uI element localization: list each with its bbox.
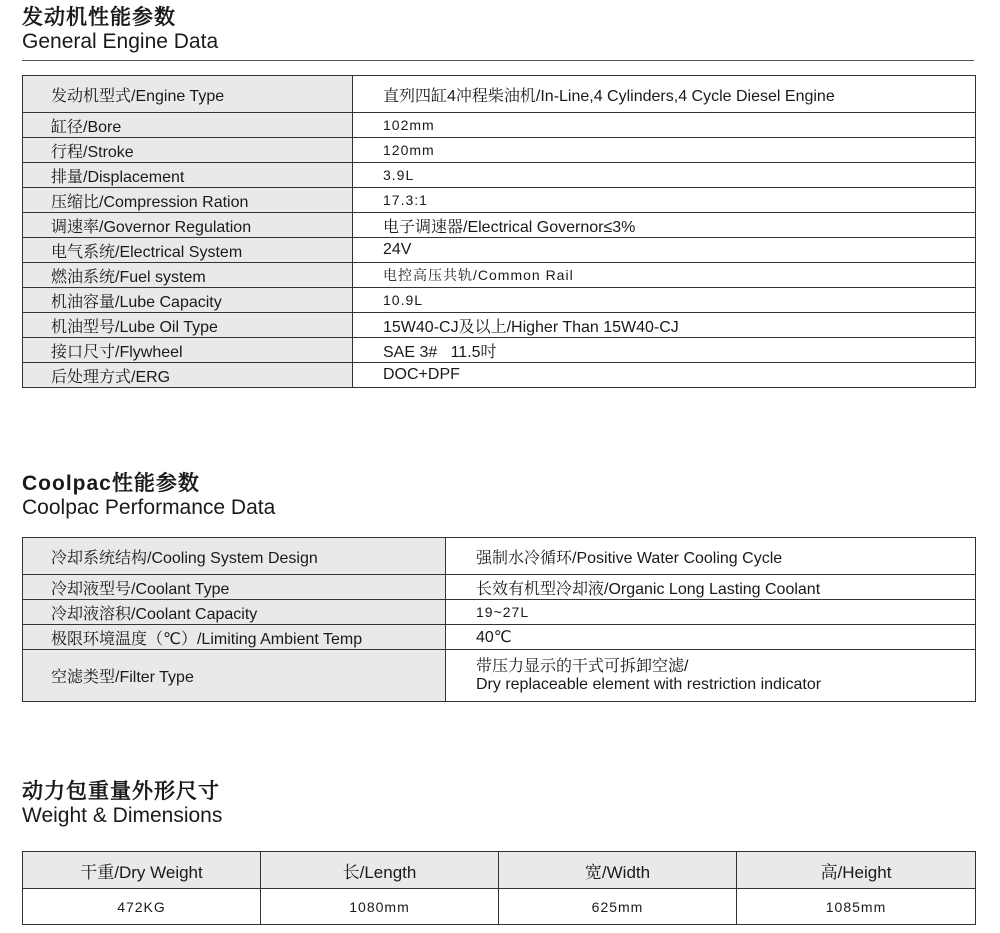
- table-row: [23, 600, 976, 625]
- table-row: [23, 188, 976, 213]
- header-dry-weight: 干重/Dry Weight: [23, 852, 261, 889]
- table-row: [23, 538, 976, 575]
- row-label: 缸径/Bore: [23, 113, 353, 138]
- table-row: [23, 163, 976, 188]
- row-value: 长效有机型冷却液/Organic Long Lasting Coolant: [446, 575, 976, 600]
- value-height: 1085mm: [737, 889, 976, 925]
- table-header-row: [23, 852, 976, 889]
- coolpac-data-table: [22, 537, 976, 702]
- row-value: SAE 3# 11.5吋: [353, 338, 976, 363]
- row-label: 调速率/Governor Regulation: [23, 213, 353, 238]
- row-value: 102mm: [353, 113, 976, 138]
- row-label: 燃油系统/Fuel system: [23, 263, 353, 288]
- row-label: 电气系统/Electrical System: [23, 238, 353, 263]
- row-value: 强制水冷循环/Positive Water Cooling Cycle: [446, 538, 976, 575]
- row-value: [446, 650, 976, 702]
- row-label: 排量/Displacement: [23, 163, 353, 188]
- row-value: 19~27L: [446, 600, 976, 625]
- row-label: 机油型号/Lube Oil Type: [23, 313, 353, 338]
- row-label: 极限环境温度（℃）/Limiting Ambient Temp: [23, 625, 446, 650]
- value-dry-weight: 472KG: [23, 889, 261, 925]
- row-value: 直列四缸4冲程柴油机/In-Line,4 Cylinders,4 Cycle Diesel Engine: [353, 76, 976, 113]
- coolpac-title-en: Coolpac Performance Data: [22, 496, 276, 520]
- coolpac-title-zh: Coolpac性能参数: [22, 472, 200, 495]
- row-value: 电子调速器/Electrical Governor≤3%: [353, 213, 976, 238]
- section-divider: [22, 60, 974, 61]
- dimensions-section-title: [22, 780, 222, 828]
- row-label: 空滤类型/Filter Type: [23, 650, 446, 702]
- header-height: 高/Height: [737, 852, 976, 889]
- header-width: 宽/Width: [499, 852, 737, 889]
- table-row: [23, 138, 976, 163]
- row-label: 后处理方式/ERG: [23, 363, 353, 388]
- row-value: 电控高压共轨/Common Rail: [353, 263, 976, 288]
- row-label: 接口尺寸/Flywheel: [23, 338, 353, 363]
- row-label: 发动机型式/Engine Type: [23, 76, 353, 113]
- table-row: [23, 76, 976, 113]
- dimensions-title-zh: 动力包重量外形尺寸: [22, 780, 220, 803]
- table-row: [23, 288, 976, 313]
- row-label: 冷却液型号/Coolant Type: [23, 575, 446, 600]
- table-row: [23, 238, 976, 263]
- value-length: 1080mm: [261, 889, 499, 925]
- table-row: [23, 889, 976, 925]
- row-label: 机油容量/Lube Capacity: [23, 288, 353, 313]
- table-row: [23, 363, 976, 388]
- filter-value-zh: 带压力显示的干式可拆卸空滤/: [476, 657, 689, 675]
- row-value: 3.9L: [353, 163, 976, 188]
- row-value: 15W40-CJ及以上/Higher Than 15W40-CJ: [353, 313, 976, 338]
- filter-value-en: Dry replaceable element with restriction indicator: [476, 675, 822, 693]
- row-value: 120mm: [353, 138, 976, 163]
- row-value: 24V: [353, 238, 976, 263]
- engine-data-table: [22, 75, 976, 388]
- row-label: 压缩比/Compression Ration: [23, 188, 353, 213]
- coolpac-section-title: [22, 472, 275, 520]
- dimensions-table: [22, 851, 976, 925]
- row-label: 冷却系统结构/Cooling System Design: [23, 538, 446, 575]
- table-row: [23, 113, 976, 138]
- table-row: [23, 625, 976, 650]
- header-length: 长/Length: [261, 852, 499, 889]
- table-row: [23, 263, 976, 288]
- table-row: [23, 575, 976, 600]
- row-value: 17.3:1: [353, 188, 976, 213]
- row-value: 10.9L: [353, 288, 976, 313]
- engine-title-zh: 发动机性能参数: [22, 6, 176, 29]
- engine-title-en: General Engine Data: [22, 30, 219, 54]
- table-row: [23, 213, 976, 238]
- row-label: 冷却液溶积/Coolant Capacity: [23, 600, 446, 625]
- table-row: [23, 650, 976, 702]
- engine-section-title: [22, 6, 218, 54]
- table-row: [23, 338, 976, 363]
- row-value: 40℃: [446, 625, 976, 650]
- value-width: 625mm: [499, 889, 737, 925]
- table-row: [23, 313, 976, 338]
- row-label: 行程/Stroke: [23, 138, 353, 163]
- row-value: DOC+DPF: [353, 363, 976, 388]
- dimensions-title-en: Weight & Dimensions: [22, 804, 223, 828]
